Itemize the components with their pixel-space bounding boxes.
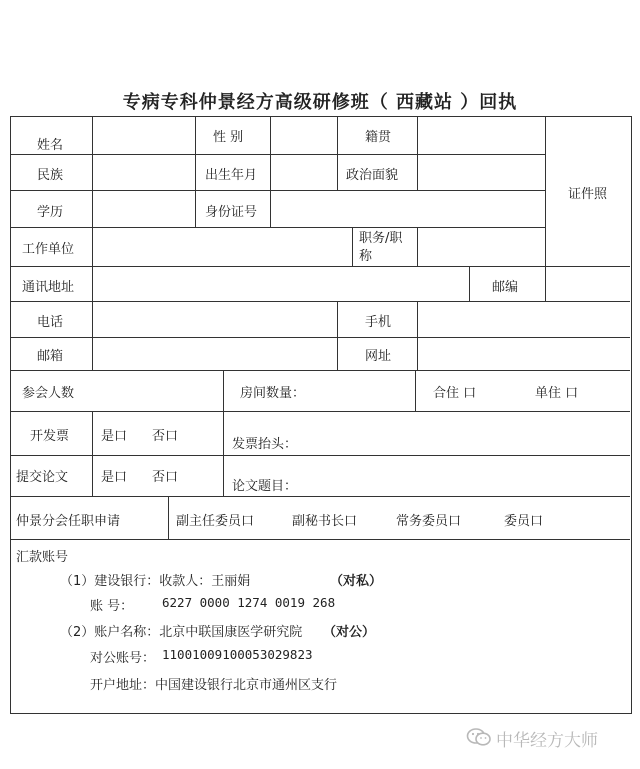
paper-yes-option[interactable]: 是口 bbox=[101, 470, 128, 485]
col-divider bbox=[415, 370, 416, 411]
col-divider bbox=[195, 116, 196, 227]
position-field[interactable] bbox=[418, 228, 544, 265]
paper-title-field[interactable] bbox=[300, 456, 629, 495]
education-label: 学历 bbox=[37, 205, 64, 220]
row-divider bbox=[10, 496, 630, 497]
watermark-text: 中华经方大师 bbox=[496, 731, 598, 751]
id-number-label: 身份证号 bbox=[205, 205, 258, 220]
position-label: 职务/职称 bbox=[359, 231, 403, 264]
col-divider bbox=[168, 496, 169, 539]
deputy-secretary-option[interactable]: 副秘书长口 bbox=[292, 514, 358, 529]
attendees-field[interactable] bbox=[93, 371, 222, 410]
invoice-header-label: 发票抬头： bbox=[232, 437, 298, 452]
ethnicity-field[interactable] bbox=[93, 155, 194, 189]
political-status-label: 政治面貌 bbox=[346, 168, 399, 183]
account-label: 账 号： bbox=[90, 599, 134, 614]
work-unit-label: 工作单位 bbox=[22, 242, 75, 257]
invoice-header-field[interactable] bbox=[300, 412, 629, 454]
postcode-field[interactable] bbox=[546, 267, 629, 300]
remittance-line-1: （1）建设银行：收款人：王丽娟 bbox=[60, 574, 251, 589]
political-status-field[interactable] bbox=[418, 155, 544, 189]
email-field[interactable] bbox=[93, 338, 336, 369]
public-account-number: 11001009100053029823 bbox=[162, 647, 313, 662]
phone-field[interactable] bbox=[93, 302, 336, 336]
shared-room-option[interactable]: 合住 口 bbox=[433, 386, 477, 401]
col-divider bbox=[92, 411, 93, 496]
standing-member-option[interactable]: 常务委员口 bbox=[396, 514, 462, 529]
photo-label: 证件照 bbox=[568, 187, 608, 202]
address-field[interactable] bbox=[93, 267, 468, 300]
col-divider bbox=[337, 301, 338, 370]
work-unit-field[interactable] bbox=[93, 228, 351, 265]
remittance-line-3: （2）账户名称：北京中联国康医学研究院 bbox=[60, 625, 303, 640]
gender-field[interactable] bbox=[271, 117, 336, 153]
gender-label: 性 别 bbox=[213, 130, 244, 145]
invoice-no-option[interactable]: 否口 bbox=[152, 429, 179, 444]
website-label: 网址 bbox=[365, 349, 392, 364]
form-title: 专病专科仲景经方高级研修班（ 西藏站 ）回执 bbox=[122, 92, 518, 113]
invoice-label: 开发票 bbox=[30, 429, 70, 444]
attendees-label: 参会人数 bbox=[22, 386, 75, 401]
phone-label: 电话 bbox=[37, 315, 64, 330]
public-tag: （对公） bbox=[323, 625, 376, 640]
wechat-logo-icon bbox=[466, 727, 492, 747]
postcode-label: 邮编 bbox=[492, 280, 519, 295]
col-divider bbox=[352, 227, 353, 266]
row-divider bbox=[10, 539, 630, 540]
native-place-label: 籍贯 bbox=[365, 130, 392, 145]
mobile-label: 手机 bbox=[365, 315, 392, 330]
education-field[interactable] bbox=[93, 191, 194, 226]
col-divider bbox=[223, 370, 224, 496]
member-option[interactable]: 委员口 bbox=[504, 514, 544, 529]
col-divider bbox=[469, 266, 470, 301]
paper-title-label: 论文题目： bbox=[232, 479, 298, 494]
email-label: 邮箱 bbox=[37, 349, 64, 364]
name-label: 姓名 bbox=[37, 138, 64, 153]
birth-date-label: 出生年月 bbox=[205, 168, 258, 183]
website-field[interactable] bbox=[418, 338, 629, 369]
birth-date-field[interactable] bbox=[271, 155, 336, 189]
branch-post-label: 仲景分会任职申请 bbox=[16, 514, 121, 529]
account-number: 6227 0000 1274 0019 268 bbox=[162, 595, 336, 610]
submit-paper-label: 提交论文 bbox=[16, 470, 69, 485]
name-field[interactable] bbox=[93, 117, 194, 153]
mobile-field[interactable] bbox=[418, 302, 629, 336]
paper-no-option[interactable]: 否口 bbox=[152, 470, 179, 485]
id-number-field[interactable] bbox=[271, 191, 544, 226]
ethnicity-label: 民族 bbox=[37, 168, 64, 183]
bank-address: 开户地址：中国建设银行北京市通州区支行 bbox=[90, 678, 338, 693]
remittance-heading: 汇款账号 bbox=[16, 550, 69, 565]
public-account-label: 对公账号： bbox=[90, 651, 156, 666]
native-place-field[interactable] bbox=[418, 117, 544, 153]
room-count-label: 房间数量： bbox=[240, 386, 306, 401]
col-divider bbox=[337, 116, 338, 190]
single-room-option[interactable]: 单住 口 bbox=[535, 386, 579, 401]
vice-chair-option[interactable]: 副主任委员口 bbox=[176, 514, 255, 529]
invoice-yes-option[interactable]: 是口 bbox=[101, 429, 128, 444]
private-tag: （对私） bbox=[330, 574, 383, 589]
address-label: 通讯地址 bbox=[22, 280, 75, 295]
